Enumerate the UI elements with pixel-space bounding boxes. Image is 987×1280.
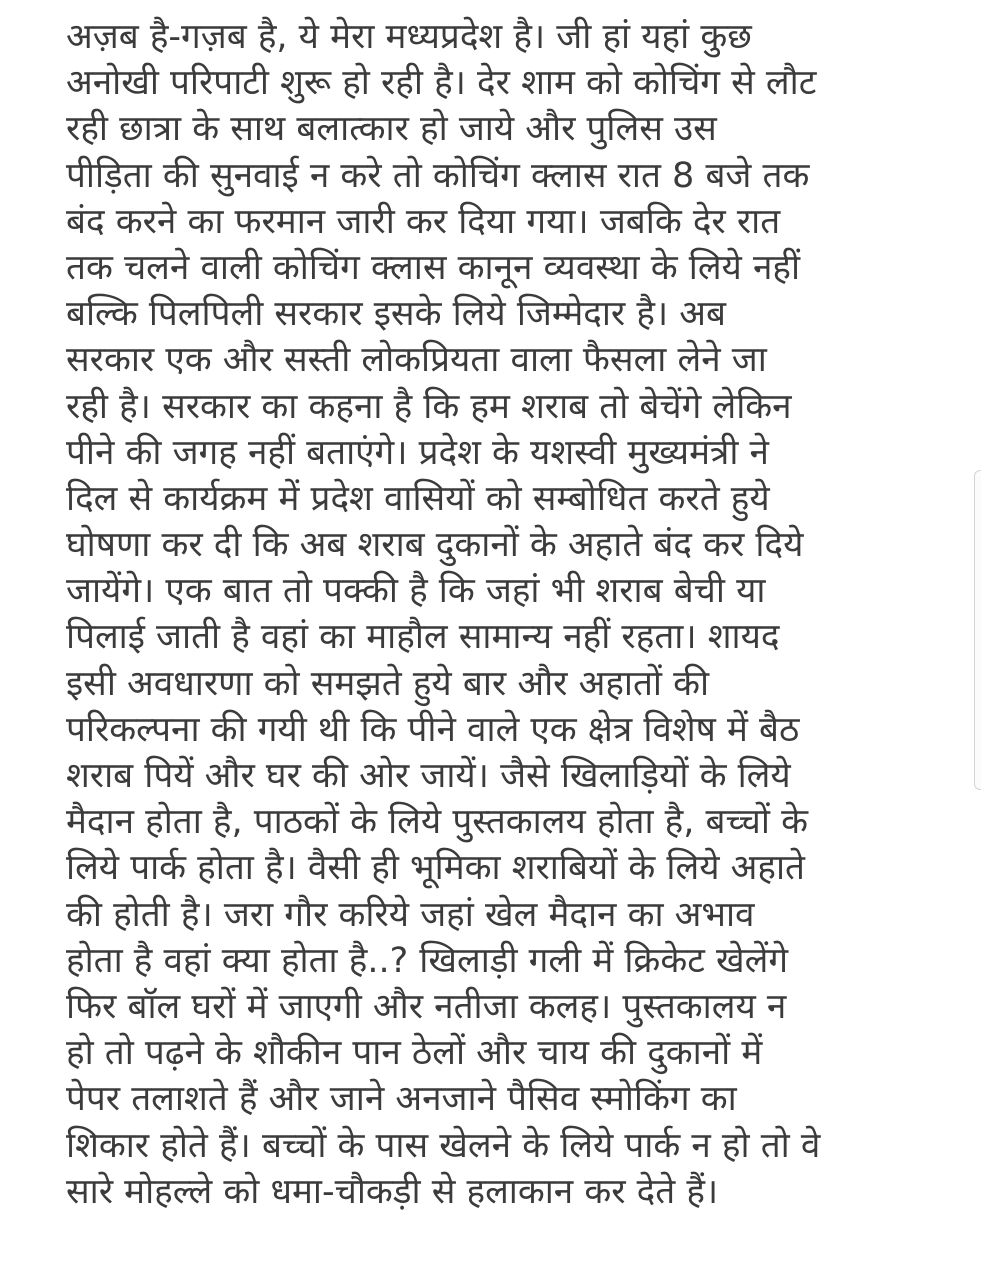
text-line: अनोखी परिपाटी शुरू हो रही है। देर शाम को कोचिंग से लौट [66,63,817,104]
text-line: बंद करने का फरमान जारी कर दिया गया। जबकि देर रात [66,201,781,242]
text-line: रही छात्रा के साथ बलात्कार हो जाये और पुलिस उस [66,109,717,150]
text-line: की होती है। जरा गौर करिये जहां खेल मैदान का अभाव [66,894,755,935]
scrollbar-handle[interactable] [974,470,981,790]
text-line: इसी अवधारणा को समझते हुये बार और अहातों की [66,663,710,704]
text-line: हो तो पढ़ने के शौकीन पान ठेलों और चाय की दुकानों में [66,1033,763,1074]
text-line: घोषणा कर दी कि अब शराब दुकानों के अहाते बंद कर दिये [66,525,804,566]
text-line: शिकार होते हैं। बच्चों के पास खेलने के लिये पार्क न हो तो वे [66,1125,821,1166]
article-text [66,14,946,1215]
text-line: जायेंगे। एक बात तो पक्की है कि जहां भी शराब बेची या [66,571,766,612]
text-line: रही है। सरकार का कहना है कि हम शराब तो बेचेंगे लेकिन [66,386,792,427]
text-line: पिलाई जाती है वहां का माहौल सामान्य नहीं रहता। शायद [66,617,780,658]
text-line: लिये पार्क होता है। वैसी ही भूमिका शराबियों के लिये अहाते [66,848,805,889]
text-line: बल्कि पिलपिली सरकार इसके लिये जिम्मेदार है। अब [66,294,727,335]
text-line: होता है वहां क्या होता है..? खिलाड़ी गली में क्रिकेट खेलेंगे [66,940,789,981]
text-line: फिर बॉल घरों में जाएगी और नतीजा कलह। पुस्तकालय न [66,986,787,1027]
text-line: तक चलने वाली कोचिंग क्लास कानून व्यवस्था के लिये नहीं [66,247,801,288]
text-line: सारे मोहल्ले को धमा-चौकड़ी से हलाकान कर देते हैं। [66,1171,719,1212]
text-line: अज़ब है-गज़ब है, ये मेरा मध्यप्रदेश है। जी हां यहां कुछ [66,17,752,57]
text-line: सरकार एक और सस्ती लोकप्रियता वाला फैसला लेने जा [66,340,767,381]
text-line: पीने की जगह नहीं बताएंगे। प्रदेश के यशस्वी मुख्यमंत्री ने [66,432,769,473]
text-line: दिल से कार्यक्रम में प्रदेश वासियों को सम्बोधित करते हुये [66,478,770,519]
text-line: पेपर तलाशते हैं और जाने अनजाने पैसिव स्मोकिंग का [66,1079,737,1120]
text-line: पीड़िता की सुनवाई न करे तो कोचिंग क्लास रात 8 बजे तक [66,155,810,196]
text-line: शराब पियें और घर की ओर जायें। जैसे खिलाड़ियों के लिये [66,756,791,796]
text-line: परिकल्पना की गयी थी कि पीने वाले एक क्षेत्र विशेष में बैठ [66,709,800,750]
text-line: मैदान होता है, पाठकों के लिये पुस्तकालय होता है, बच्चों के [66,802,808,843]
